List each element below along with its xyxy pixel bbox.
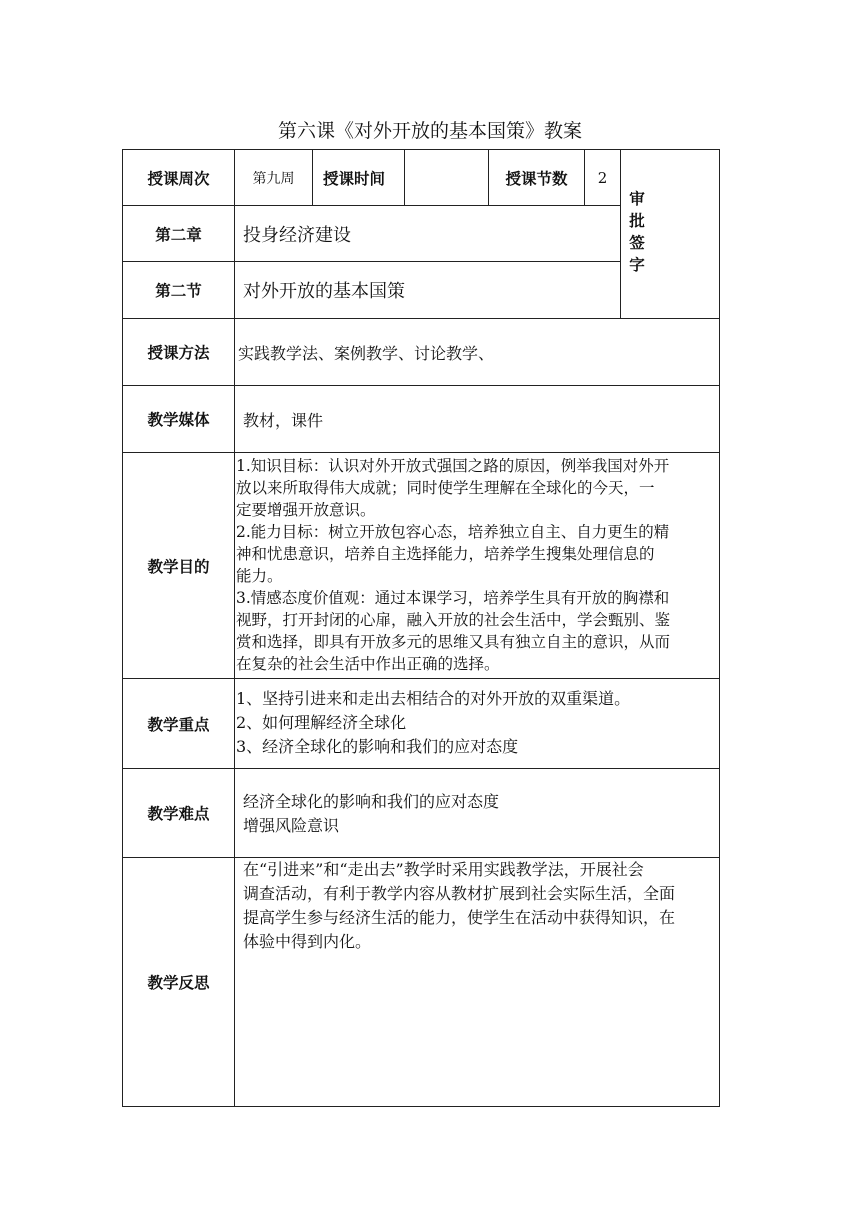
chapter-value: 投身经济建设 [243, 224, 351, 246]
time-label: 授课时间 [323, 169, 386, 188]
objective-line: 在复杂的社会生活中作出正确的选择。 [236, 655, 500, 673]
method-label: 授课方法 [147, 344, 210, 362]
document-title: 第六课《对外开放的基本国策》教案 [277, 120, 582, 142]
media-label: 教学媒体 [147, 411, 210, 429]
reflection-line: 体验中得到内化。 [243, 932, 372, 951]
approval-char: 审 [629, 190, 645, 208]
approval-signature-label [621, 188, 653, 276]
key-points-text [236, 687, 714, 767]
reflection-label: 教学反思 [147, 974, 210, 992]
approval-char: 签 [629, 234, 645, 252]
objective-line: 神和忧患意识，培养自主选择能力，培养学生搜集处理信息的 [236, 545, 655, 563]
periods-label: 授课节数 [505, 169, 568, 188]
reflection-line: 在“引进来”和“走出去”教学时采用实践教学法，开展社会 [243, 860, 644, 879]
difficulty-line: 经济全球化的影响和我们的应对态度 [243, 792, 500, 811]
reflection-text [243, 858, 717, 978]
objective-line: 能力。 [236, 567, 283, 585]
media-value: 教材，课件 [243, 410, 324, 430]
difficulties-label: 教学难点 [147, 805, 210, 823]
week-value: 第九周 [252, 170, 295, 187]
reflection-line: 调查活动，有利于教学内容从教材扩展到社会实际生活，全面 [243, 884, 676, 903]
objective-line: 1.知识目标：认识对外开放式强国之路的原因，例举我国对外开 [236, 457, 670, 475]
periods-value: 2 [597, 168, 608, 187]
key-points-label: 教学重点 [147, 715, 210, 734]
approval-char: 字 [629, 256, 645, 274]
method-value: 实践教学法、案例教学、讨论教学、 [238, 343, 495, 363]
chapter-label: 第二章 [155, 225, 202, 244]
objective-line: 视野，打开封闭的心扉，融入开放的社会生活中，学会甄别、鉴 [236, 611, 671, 629]
section-label: 第二节 [155, 282, 202, 300]
difficulties-text [243, 790, 713, 850]
objective-line: 放以来所取得伟大成就；同时使学生理解在全球化的今天，一 [236, 479, 655, 497]
objective-line: 2.能力目标：树立开放包容心态，培养独立自主、自力更生的精 [236, 523, 670, 541]
objectives-text [236, 455, 718, 677]
section-value: 对外开放的基本国策 [243, 281, 405, 302]
key-point-line: 2、如何理解经济全球化 [236, 713, 407, 732]
week-label: 授课周次 [147, 169, 210, 188]
difficulty-line: 增强风险意识 [243, 816, 340, 835]
approval-char: 批 [629, 212, 645, 230]
key-point-line: 3、经济全球化的影响和我们的应对态度 [236, 737, 519, 756]
time-value [405, 150, 488, 205]
key-point-line: 1、坚持引进来和走出去相结合的对外开放的双重渠道。 [236, 689, 631, 708]
objectives-label: 教学目的 [147, 557, 210, 576]
objective-line: 赏和选择，即具有开放多元的思维又具有独立自主的意识，从而 [236, 633, 671, 651]
objective-line: 3.情感态度价值观：通过本课学习，培养学生具有开放的胸襟和 [236, 589, 670, 607]
objective-line: 定要增强开放意识。 [236, 501, 376, 519]
reflection-line: 提高学生参与经济生活的能力，使学生在活动中获得知识，在 [243, 908, 676, 927]
